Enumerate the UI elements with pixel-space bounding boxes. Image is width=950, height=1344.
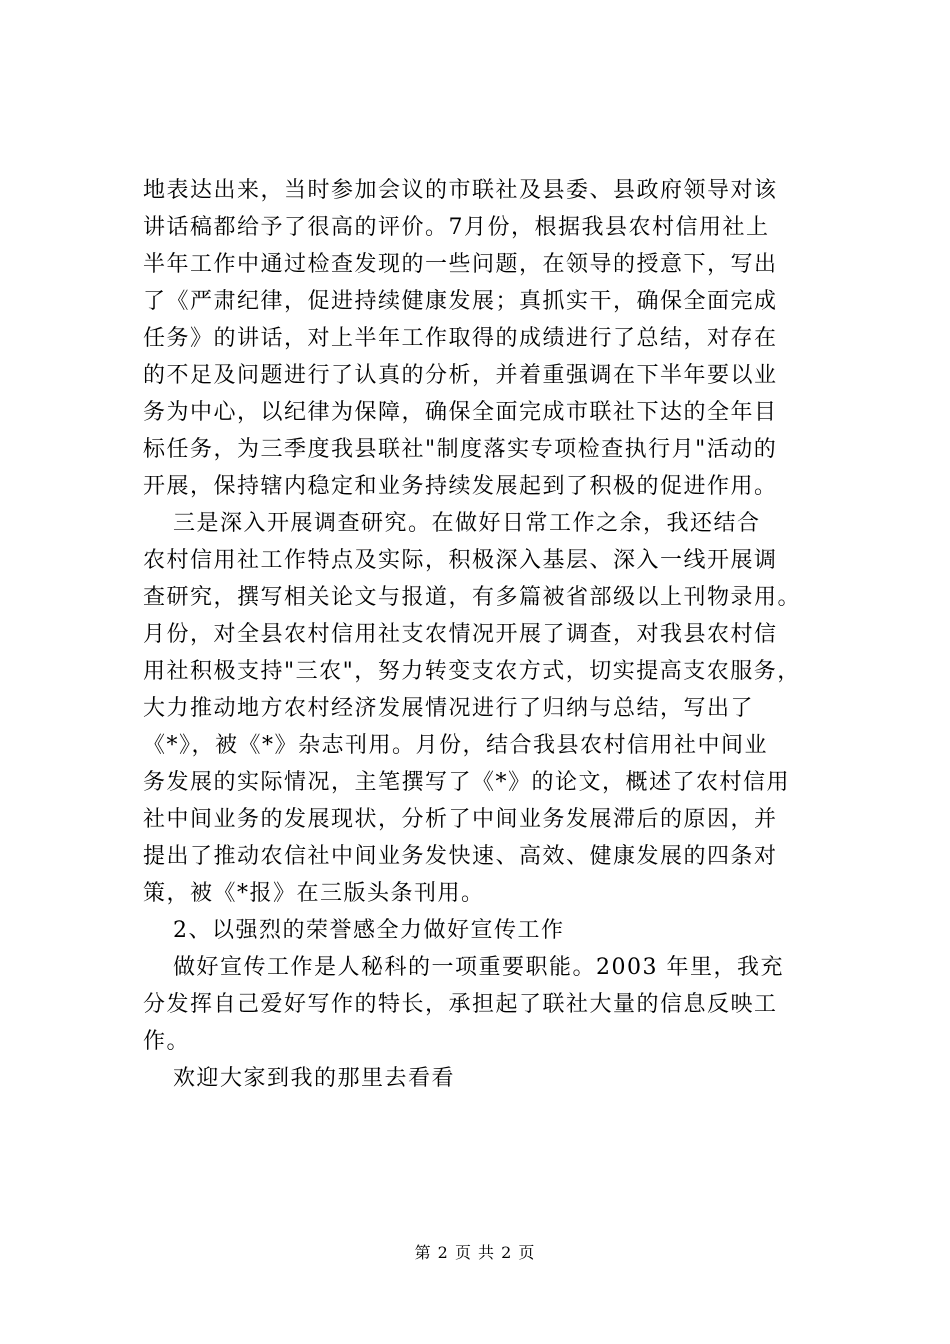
document-body xyxy=(143,172,833,1097)
paragraph-line: 月份，对全县农村信用社支农情况开展了调查，对我县农村信 xyxy=(143,622,778,647)
paragraph-line: 做好宣传工作是人秘科的一项重要职能。2003 年里，我充 xyxy=(173,955,784,980)
paragraph-line: 提出了推动农信社中间业务发快速、高效、健康发展的四条对 xyxy=(143,844,778,869)
closing-line: 欢迎大家到我的那里去看看 xyxy=(173,1066,456,1091)
paragraph-line: 农村信用社工作特点及实际，积极深入基层、深入一线开展调 xyxy=(143,548,778,573)
paragraph-line: 任务》的讲话，对上半年工作取得的成绩进行了总结，对存在 xyxy=(143,326,778,351)
paragraph-line: 用社积极支持"三农"，努力转变支农方式，切实提高支农服务， xyxy=(143,659,801,684)
paragraph-line: 策，被《*报》在三版头条刊用。 xyxy=(143,881,485,906)
paragraph-line: 《*》，被《*》杂志刊用。月份，结合我县农村信用社中间业 xyxy=(143,733,769,758)
page-number-footer: 第 2 页 共 2 页 xyxy=(414,1243,536,1262)
section-heading: 2、以强烈的荣誉感全力做好宣传工作 xyxy=(173,918,565,943)
paragraph-line: 地表达出来，当时参加会议的市联社及县委、县政府领导对该 xyxy=(143,178,778,203)
paragraph-line: 三是深入开展调查研究。在做好日常工作之余，我还结合 xyxy=(173,511,761,536)
paragraph-line: 了《严肃纪律，促进持续健康发展；真抓实干，确保全面完成 xyxy=(143,289,778,314)
paragraph-line: 分发挥自己爱好写作的特长，承担起了联社大量的信息反映工 xyxy=(143,992,778,1017)
paragraph-line: 的不足及问题进行了认真的分析，并着重强调在下半年要以业 xyxy=(143,363,778,388)
paragraph-line: 开展，保持辖内稳定和业务持续发展起到了积极的促进作用。 xyxy=(143,474,778,499)
paragraph-line: 务发展的实际情况，主笔撰写了《*》的论文，概述了农村信用 xyxy=(143,770,791,795)
paragraph-line: 务为中心，以纪律为保障，确保全面完成市联社下达的全年目 xyxy=(143,400,778,425)
paragraph-line: 大力推动地方农村经济发展情况进行了归纳与总结，写出了 xyxy=(143,696,755,721)
paragraph-line: 查研究，撰写相关论文与报道，有多篇被省部级以上刊物录用。 xyxy=(143,585,802,610)
paragraph-line: 半年工作中通过检查发现的一些问题，在领导的授意下，写出 xyxy=(143,252,778,277)
paragraph-line: 社中间业务的发展现状，分析了中间业务发展滞后的原因，并 xyxy=(143,807,778,832)
paragraph-line: 讲话稿都给予了很高的评价。7月份，根据我县农村信用社上 xyxy=(143,215,770,240)
paragraph-line: 作。 xyxy=(143,1029,191,1054)
paragraph-line: 标任务，为三季度我县联社"制度落实专项检查执行月"活动的 xyxy=(143,437,778,462)
